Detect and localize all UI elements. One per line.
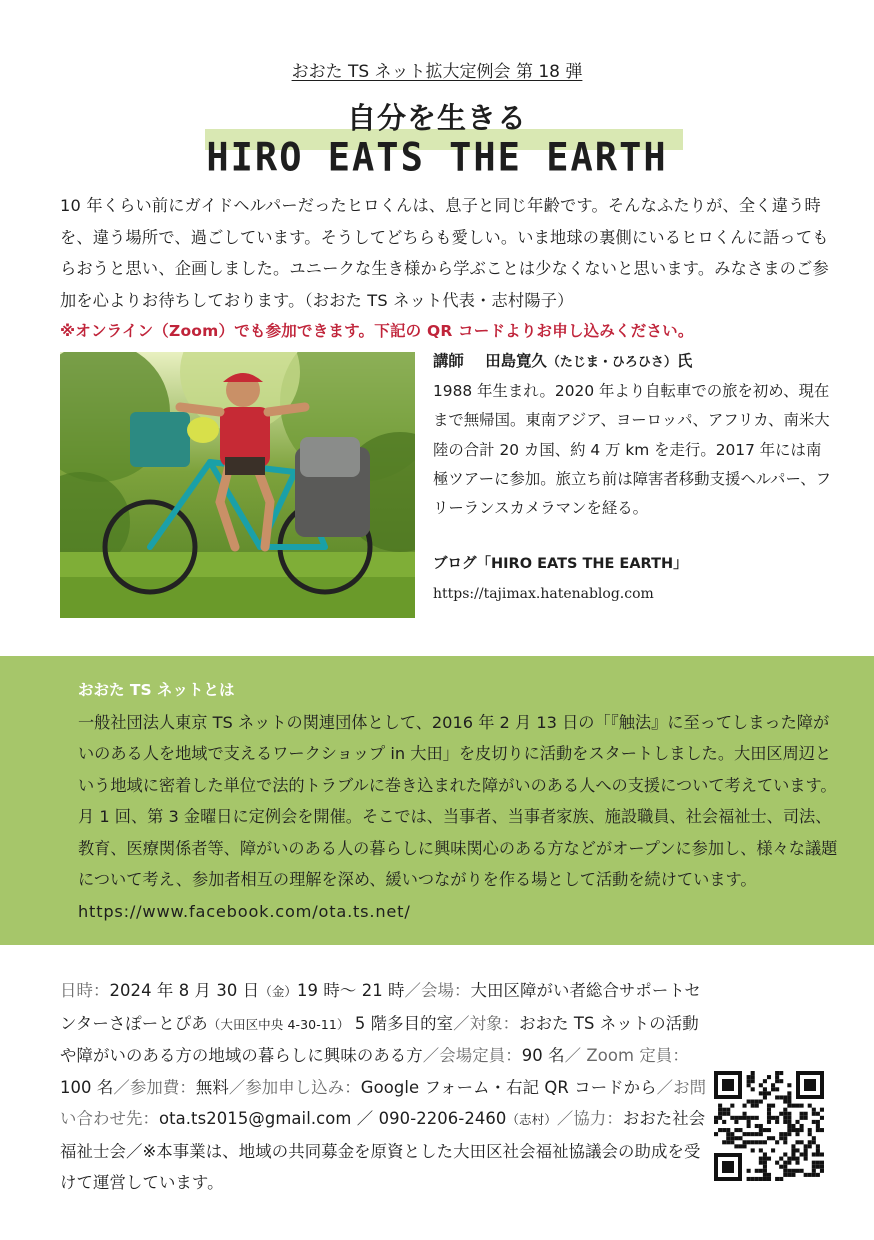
about-heading: おおた TS ネットとは bbox=[78, 681, 235, 699]
support-org: おおた社会福祉士会 bbox=[60, 1109, 706, 1161]
speaker-role: 講師 bbox=[433, 352, 464, 370]
event-weekday: （金） bbox=[259, 984, 298, 999]
about-section bbox=[78, 675, 838, 927]
event-venue: 大田区障がい者総合サポートセンターさぽーとぴあ bbox=[60, 981, 701, 1033]
capacity-label: ／会場定員： bbox=[422, 1046, 522, 1065]
page-title: 自分を生きる bbox=[346, 101, 527, 135]
fee-label: ／参加費： bbox=[113, 1077, 196, 1097]
intro-section bbox=[60, 190, 832, 348]
zoom-capacity-label: ／ Zoom 定員： bbox=[564, 1046, 689, 1065]
contact-email[interactable]: ota.ts2015@gmail.com bbox=[158, 1109, 352, 1128]
contact-tel: 090-2206-2460 bbox=[378, 1109, 507, 1128]
qr-code[interactable] bbox=[714, 1071, 824, 1181]
event-date: 2024 年 8 月 30 日 bbox=[109, 981, 260, 1000]
event-time: 19 時～ 21 時 bbox=[297, 981, 405, 1000]
about-text: 一般社団法人東京 TS ネットの関連団体として、2016 年 2 月 13 日の「『触法』に至ってしまった障がいのある人を地域で支えるワークショップ in 大田」を皮切りに活動をスタートしました。大田区周辺という地域に密着した単位で法的トラブルに巻き込まれた障がいのある人への支援について考えています。月 1 回、第 3 金曜日に定例会を開催。そこでは、当事者、当事者家族、施設職員、社会福祉士、司法、教育、医療関係者等、障がいのある人の暮らしに興味関心のある方などがオープンに参加し、様々な議題について考え、参加者相互の理解を深め、緩いつながりを作る場として活動を続けています。 bbox=[78, 712, 838, 889]
event-capacity: 90 名 bbox=[521, 1046, 565, 1065]
support-label: ／協力： bbox=[556, 1109, 623, 1128]
target-label: ／対象： bbox=[453, 1013, 520, 1033]
event-info bbox=[60, 975, 710, 1199]
contact-label: ／お問い合わせ先： bbox=[60, 1077, 707, 1128]
venue-room: 5 階多目的室 bbox=[354, 1013, 454, 1033]
speaker-photo bbox=[60, 352, 415, 618]
funding-note: ／※本事業は、地域の共同募金を原資とした大田区社会福祉協議会の助成を受けて運営しています。 bbox=[60, 1141, 701, 1192]
blog-label: ブログ「HIRO EATS THE EARTH」 bbox=[433, 556, 688, 573]
event-fee: 無料 bbox=[195, 1077, 229, 1097]
apply-method: Google フォーム・右記 QR コードから bbox=[360, 1077, 657, 1097]
facebook-url[interactable]: https://www.facebook.com/ota.ts.net/ bbox=[78, 901, 411, 921]
speaker-reading: （たじま・ひろひさ） bbox=[546, 355, 677, 370]
intro-text: 10 年くらい前にガイドヘルパーだったヒロくんは、息子と同じ年齢です。そんなふたりが、全く違う時を、違う場所で、過ごしています。そうしてどちらも愛しい。いま地球の裏側にいるヒロくんに語ってもらおうと思い、企画しました。ユニークな生き様から学ぶことは少なくないと思います。みなさまのご参加を心よりお待ちしております。（おおた TS ネット代表・志村陽子） bbox=[60, 196, 829, 310]
venue-address: （大田区中央 4-30-11） bbox=[207, 1016, 350, 1032]
contact-separator: ／ bbox=[351, 1109, 379, 1128]
speaker-bio-text: 1988 年生まれ。2020 年より自転車での旅を初め、現在まで無帰国。東南アジア、ヨーロッパ、アフリカ、南米大陸の合計 20 カ国、約 4 万 km を走行。2017 年には南極ツアーに参加。旅立ち前は障害者移動支援ヘルパー、フリーランスカメラマンを経る。 bbox=[433, 382, 832, 518]
speaker-suffix: 氏 bbox=[676, 352, 693, 370]
speaker-name: 田島寛久 bbox=[485, 352, 547, 370]
zoom-note: ※オンライン（Zoom）でも参加できます。下記の QR コードよりお申し込みください。 bbox=[60, 322, 694, 340]
contact-name: （志村） bbox=[506, 1112, 557, 1127]
date-label: 日時： bbox=[60, 981, 110, 1000]
apply-label: ／参加申し込み： bbox=[228, 1077, 361, 1097]
blog-url[interactable]: https://tajimax.hatenablog.com bbox=[433, 586, 654, 603]
event-target: おおた TS ネットの活動や障がいのある方の地域の暮らしに興味のある方 bbox=[60, 1013, 699, 1065]
venue-label: ／会場： bbox=[404, 981, 471, 1000]
speaker-name-line bbox=[433, 347, 833, 377]
speaker-bio bbox=[433, 347, 833, 610]
zoom-capacity: 100 名 bbox=[60, 1077, 114, 1097]
cyclist-photo bbox=[60, 352, 415, 618]
page-subtitle: HIRO EATS THE EARTH bbox=[206, 134, 668, 181]
qr-code-icon bbox=[714, 1071, 824, 1181]
series-title: おおた TS ネット拡大定例会 第 18 弾 bbox=[291, 62, 583, 82]
